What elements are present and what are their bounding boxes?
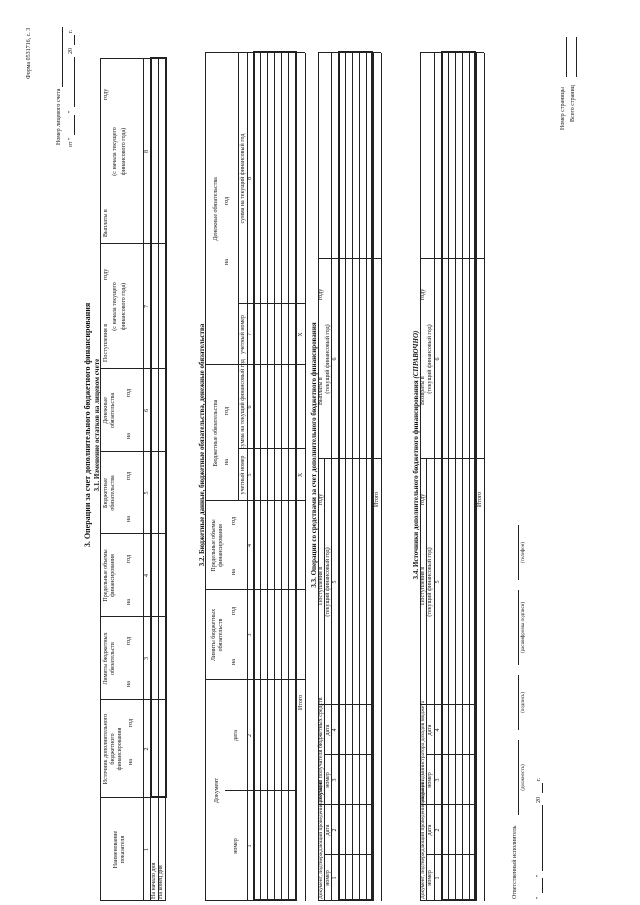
- document-page: Форма 0531716, с. 3 Номер лицевого счета от " " 20 г. 3. Операции за счет дополнительного бюджетного финансирования 3.1. Изменение остатков на лицевом счете Наименование показателя Источник дополнительного бюджетного финансирования на год Лимиты бюджетных обязательств на год Предельные объемы финансирования на год Бюджетные обязательства на год Денежные обязательства на год Поступления в году (с начала текущего финансового года) Выплаты в году (с начала текущего финансового года) 1 2 3 4 5 6 7 8 На начало дня На конец дня 3.2. Бюджетные данные, бюджетные обязательства, денежные обязательства Документ номер дата Лимиты бюджетных обязательств на год Предельные объемы финансирования на год Бюджетные обязательства на год учетный номер сумма на текущий финансовый год Денежные обязательства на год учетный номер сумма на текущий финансовый год 1 2 3 4 5 6 7 8 Итого X X 3.3. Операции со средствами за счет дополнительного бюджетного финансирования Документ, подтверждающий проведение операции номер дата Документ получателя бюджетных средств номер дата Поступления в году (текущий финансовый год) Выплаты в году (текущий финансовый год) 1 2 3 4 5 6 Итого 3.4. Источники дополнительного бюджетного финансирования (СПРАВОЧНО) Документ, подтверждающий проведение операции номер дата Документ администратора доходов бюджета номер дата Поступления в году (текущий финансовый год) Возвраты в году (текущий финансовый год) 1 2 3 4 5 6 Итого Ответственный исполнитель (должность) (подпись) (расшифровка подписи) (телефон) " " 20 г. Номер страницы Всего страниц: [26, 27, 576, 899]
- account-number-field[interactable]: [62, 27, 63, 87]
- date-prefix: от ": [68, 137, 74, 147]
- row-end-label: На конец дня: [158, 865, 164, 899]
- date-year-field[interactable]: [74, 35, 75, 45]
- section32-title: 3.2. Бюджетные данные, бюджетные обязательства, денежные обязательства: [198, 323, 206, 567]
- page-number-field[interactable]: [566, 37, 567, 77]
- total-pages-label: Всего страниц: [570, 85, 576, 122]
- table-3-4-total-label: Итого: [477, 491, 483, 507]
- table-3-2-total-label: Итого: [298, 694, 304, 710]
- row-start-label: На начало дня: [151, 862, 157, 899]
- section31-title: 3.1. Изменение остатков на лицевом счете: [93, 358, 101, 492]
- page-number-label: Номер страницы: [560, 87, 566, 130]
- section3-title: 3. Операции за счет дополнительного бюджетного финансирования: [83, 302, 92, 548]
- table-3-3-data-block: [338, 51, 373, 901]
- form-code: Форма 0531716, с. 3: [26, 27, 32, 79]
- date-day-field[interactable]: [74, 115, 75, 135]
- table-3-4-data-block: [441, 51, 476, 901]
- signature-field[interactable]: [518, 675, 519, 730]
- date-year-prefix: 20: [68, 48, 74, 54]
- account-number-label: Номер лицевого счета: [56, 88, 62, 145]
- date-month-field[interactable]: [74, 57, 75, 107]
- footer-year-field[interactable]: [542, 783, 543, 793]
- phone-field[interactable]: [518, 525, 519, 580]
- footer-month-field[interactable]: [542, 805, 543, 871]
- position-field[interactable]: [518, 740, 519, 815]
- table-3-1-data-block: [150, 57, 167, 798]
- responsible-label: Ответственный исполнитель: [512, 825, 518, 899]
- footer-day-field[interactable]: [542, 878, 543, 893]
- total-pages-field[interactable]: [576, 37, 577, 77]
- section34-title: 3.4. Источники дополнительного бюджетного финансирования (СПРАВОЧНО): [412, 330, 420, 580]
- section33-title: 3.3. Операции со средствами за счет дополнительного бюджетного финансирования: [310, 322, 318, 588]
- signature-decoding-field[interactable]: [518, 590, 519, 665]
- table-3-3-total-label: Итого: [374, 491, 380, 507]
- table-3-2-data-block: [253, 51, 297, 901]
